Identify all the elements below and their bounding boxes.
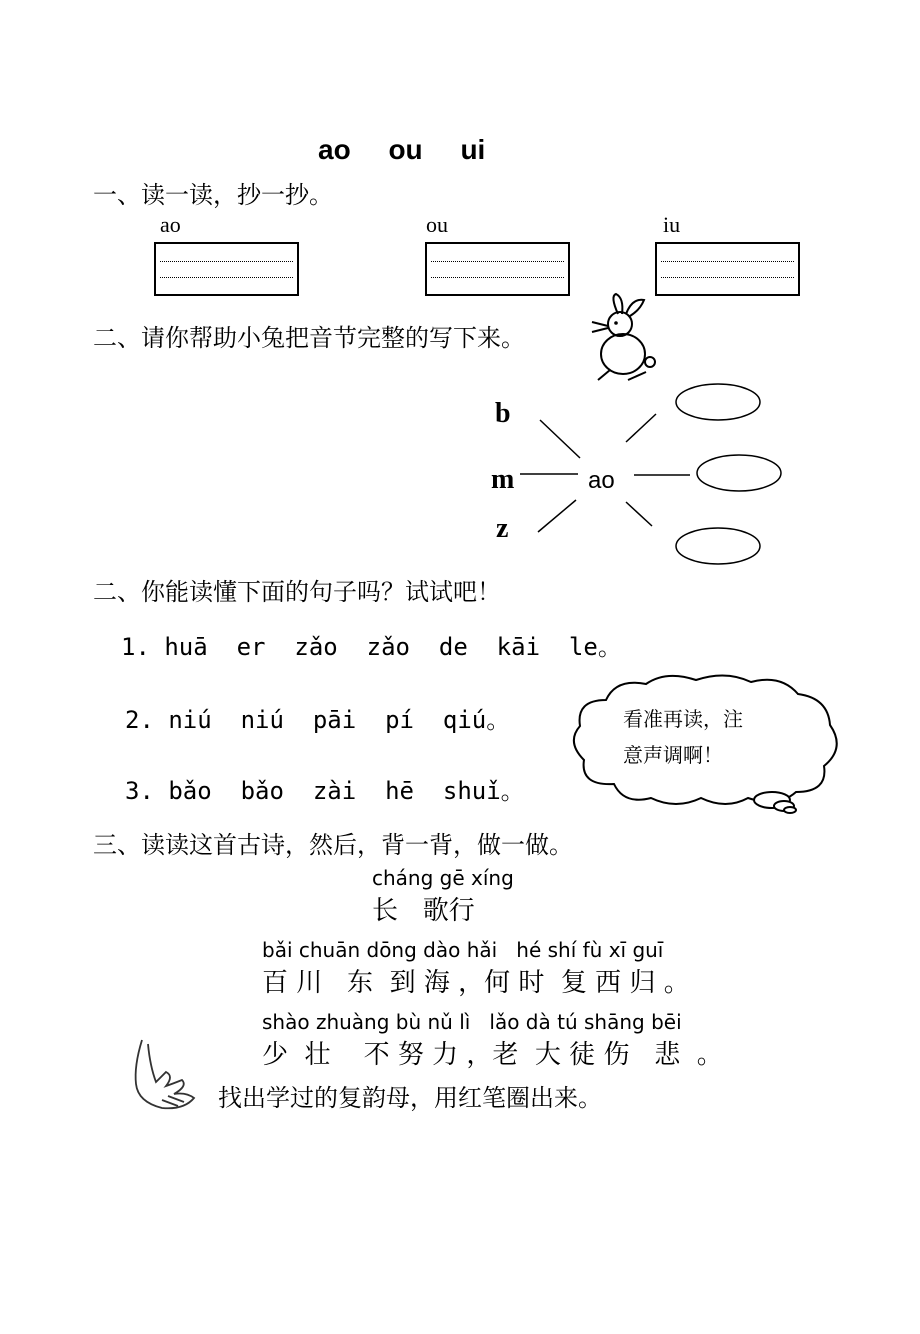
page-title: ao ou ui <box>318 134 486 165</box>
bubble-text-line1: 看准再读，注 <box>623 707 743 731</box>
sentence-1: 1. huā er zǎo zǎo de kāi le。 <box>121 633 622 661</box>
rabbit-illustration <box>588 292 666 384</box>
sentence-2: 2. niú niú pāi pí qiú。 <box>125 706 511 734</box>
copy-label-ao: ao <box>160 212 181 237</box>
answer-oval-2 <box>697 455 781 491</box>
sentence-3: 3. bǎo bǎo zài hē shuǐ。 <box>125 777 525 805</box>
pointing-hand-icon <box>128 1036 200 1112</box>
initial-z: z <box>496 513 509 544</box>
poem-line2-pinyin: shào zhuàng bù nǔ lì lǎo dà tú shāng bēi <box>262 1010 682 1034</box>
section2-heading: 二、请你帮助小兔把音节完整的写下来。 <box>93 324 525 352</box>
poem-line2: 少 壮 不 努 力 ，老 大 徒 伤 悲 。 <box>262 1040 723 1070</box>
writing-box-3[interactable] <box>655 242 800 296</box>
copy-label-ou: ou <box>426 212 448 237</box>
writing-box-2[interactable] <box>425 242 570 296</box>
answer-oval-3 <box>676 528 760 564</box>
syllable-connector-diagram <box>510 380 800 580</box>
answer-oval-1 <box>676 384 760 420</box>
line-out-1 <box>626 414 656 442</box>
line-out-3 <box>626 502 652 526</box>
center-final-ao: ao <box>588 467 615 494</box>
initial-m: m <box>491 464 515 495</box>
poem-title-pinyin: cháng gē xíng <box>372 866 514 890</box>
bubble-text-line2: 意声调啊！ <box>623 743 723 767</box>
initial-b: b <box>495 398 511 429</box>
writing-box-1[interactable] <box>154 242 299 296</box>
poem-line1: 百 川 东 到 海 ，何 时 复 西 归 。 <box>262 968 690 998</box>
section1-heading: 一、读一读，抄一抄。 <box>93 181 333 209</box>
poem-line1-pinyin: bǎi chuān dōng dào hǎi hé shí fù xī guī <box>262 938 664 962</box>
instruction-text: 找出学过的复韵母，用红笔圈出来。 <box>218 1084 602 1112</box>
line-z <box>538 500 576 532</box>
section4-heading: 三、读读这首古诗，然后，背一背，做一做。 <box>93 831 573 859</box>
section3-heading: 二、你能读懂下面的句子吗？试试吧！ <box>93 578 501 606</box>
poem-title: 长 歌行 <box>372 896 475 926</box>
copy-label-iu: iu <box>663 212 681 237</box>
line-b <box>540 420 580 458</box>
